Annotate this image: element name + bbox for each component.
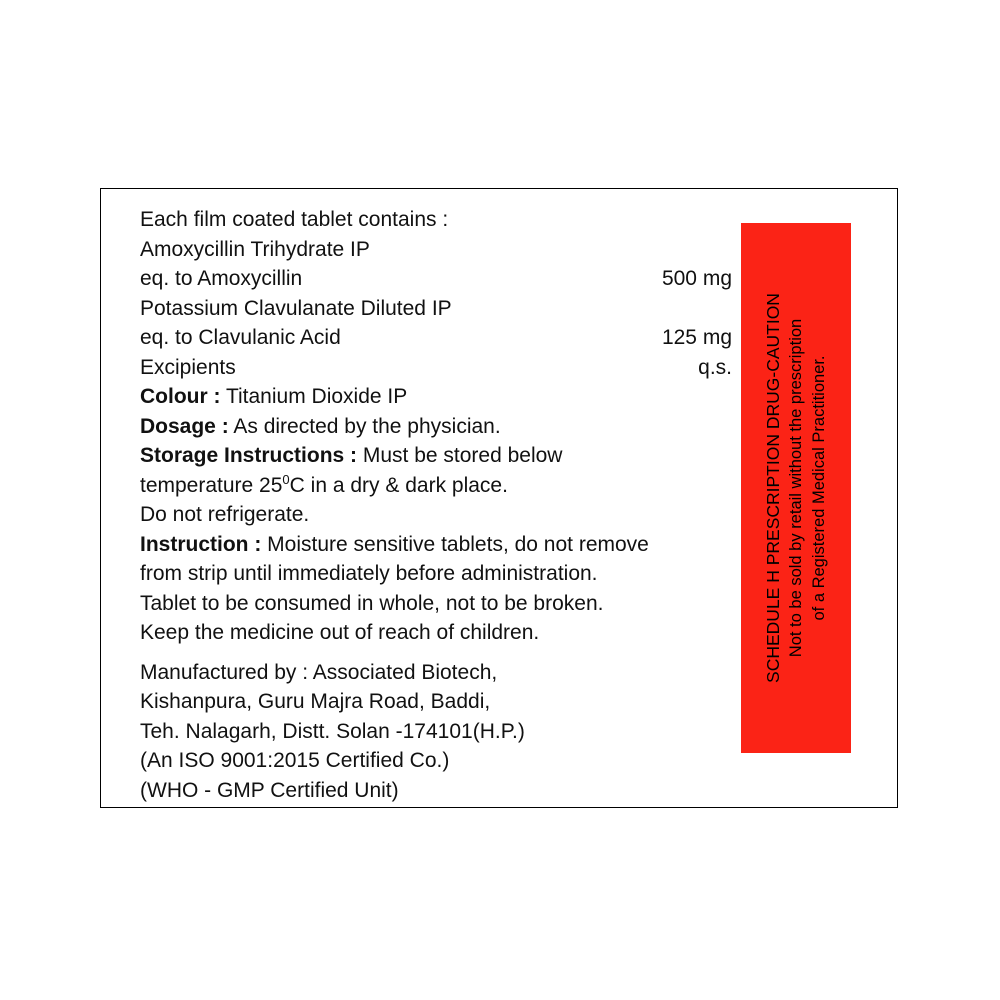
instruction-row-4: Keep the medicine out of reach of children. <box>140 621 540 644</box>
storage-label: Storage Instructions : <box>140 444 358 467</box>
prescription-warning-text <box>741 223 851 753</box>
instruction-row <box>140 530 740 560</box>
medicine-label-card <box>100 188 898 808</box>
colour-value: Titanium Dioxide IP <box>225 385 408 408</box>
composition-row <box>140 294 740 324</box>
storage-row-3: Do not refrigerate. <box>140 503 310 526</box>
label-text-content <box>140 205 740 805</box>
composition-name: eq. to Amoxycillin <box>140 267 303 290</box>
composition-name: Excipients <box>140 355 236 379</box>
degree-symbol: 0 <box>282 471 290 487</box>
composition-row <box>140 235 740 265</box>
manufacturer-block <box>140 658 740 806</box>
manufacturer-line: (WHO - GMP Certified Unit) <box>140 778 399 802</box>
composition-row <box>140 264 740 294</box>
manufacturer-line: Kishanpura, Guru Majra Road, Baddi, <box>140 690 491 713</box>
storage-row-2 <box>140 471 740 501</box>
dosage-label: Dosage : <box>140 414 229 438</box>
instruction-label: Instruction : <box>140 532 262 556</box>
composition-heading: Each film coated tablet contains : <box>140 208 449 231</box>
composition-row <box>140 323 740 353</box>
storage-temperature-pre: temperature 25 <box>140 473 283 497</box>
colour-row <box>140 382 740 412</box>
composition-amount: 125 mg <box>661 326 732 349</box>
composition-row <box>140 353 740 383</box>
instruction-row-3: Tablet to be consumed in whole, not to be broken. <box>140 591 604 615</box>
manufacturer-line: Teh. Nalagarh, Distt. Solan -174101(H.P.) <box>140 719 525 743</box>
warning-line-3: of a Registered Medical Practitioner. <box>809 355 828 621</box>
composition-amount: q.s. <box>698 355 732 379</box>
instruction-row-2: from strip until immediately before administration. <box>140 562 598 585</box>
warning-line-1: SCHEDULE H PRESCRIPTION DRUG-CAUTION <box>762 293 783 683</box>
composition-name: eq. to Clavulanic Acid <box>140 326 341 349</box>
colour-label: Colour : <box>140 385 221 408</box>
warning-line-2: Not to be sold by retail without the prescription <box>786 318 805 658</box>
instruction-value: Moisture sensitive tablets, do not remove <box>267 532 649 556</box>
storage-row <box>140 441 740 471</box>
composition-name: Amoxycillin Trihydrate IP <box>140 237 370 261</box>
manufacturer-line: Manufactured by : Associated Biotech, <box>140 660 498 684</box>
manufacturer-line: (An ISO 9001:2015 Certified Co.) <box>140 749 450 772</box>
dosage-row <box>140 412 740 442</box>
storage-temperature-post: C in a dry & dark place. <box>289 473 508 497</box>
composition-amount: 500 mg <box>661 267 732 290</box>
prescription-warning-panel <box>741 223 851 753</box>
storage-value: Must be stored below <box>362 444 563 467</box>
composition-name: Potassium Clavulanate Diluted IP <box>140 296 452 320</box>
dosage-value: As directed by the physician. <box>233 414 501 438</box>
